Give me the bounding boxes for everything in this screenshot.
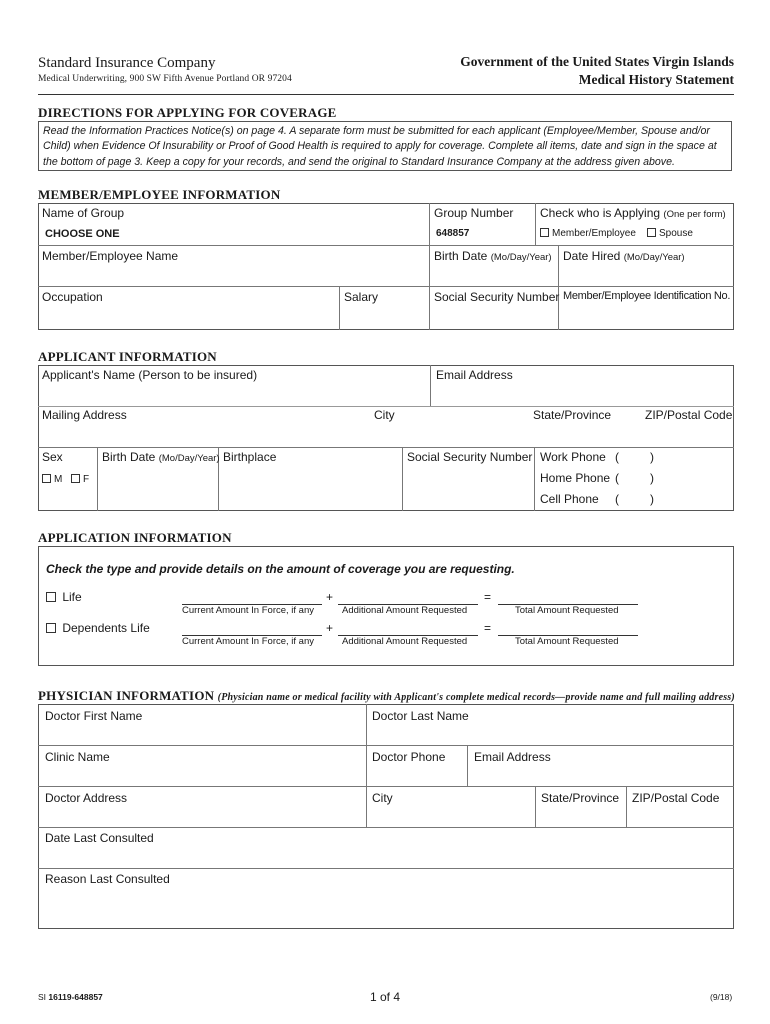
occupation-label: Occupation [42,290,103,304]
member-employee-checkbox[interactable] [540,228,549,237]
physician-info-box [38,704,734,929]
check-who-label: Check who is Applying (One per form) [540,206,726,220]
birthplace-label: Birthplace [223,450,277,464]
form-revision: (9/18) [710,992,733,1002]
government-title: Government of the United States Virgin Islands [460,54,734,69]
sex-male-option[interactable]: M [42,474,62,485]
group-number-label: Group Number [434,206,514,220]
applicant-zip-label: ZIP/Postal Code [645,408,733,422]
life-checkbox[interactable] [46,592,56,602]
work-phone-label: Work Phone [540,450,606,464]
doctor-address-label: Doctor Address [45,791,128,805]
directions-title: DIRECTIONS FOR APPLYING FOR COVERAGE [38,105,337,120]
doctor-state-label: State/Province [541,791,620,805]
applicant-ssn-label: Social Security Number [407,450,533,464]
doctor-city-label: City [372,791,393,805]
sex-male-checkbox[interactable] [42,474,51,483]
date-hired-label: Date Hired (Mo/Day/Year) [563,249,685,263]
date-last-consulted-label: Date Last Consulted [45,831,154,845]
member-section-title: MEMBER/EMPLOYEE INFORMATION [38,187,281,202]
header-divider [38,94,734,95]
member-ssn-label: Social Security Number [434,290,560,304]
physician-section-title: PHYSICIAN INFORMATION (Physician name or medical facility with Applicant's complete medical records—provide name and full mailing address) [38,688,735,703]
applicant-info-box [38,365,734,511]
coverage-instruction: Check the type and provide details on the amount of coverage you are requesting. [46,562,515,576]
document-title: Medical History Statement [578,72,734,87]
name-of-group-label: Name of Group [42,206,125,220]
doctor-phone-label: Doctor Phone [372,750,446,764]
applicant-section-title: APPLICANT INFORMATION [38,349,217,364]
applicant-state-label: State/Province [533,408,612,422]
member-info-box [38,203,734,330]
applicant-email-label: Email Address [436,368,513,382]
home-phone-label: Home Phone [540,471,611,485]
clinic-name-label: Clinic Name [45,750,110,764]
applicant-city-label: City [374,408,395,422]
salary-label: Salary [344,290,379,304]
group-number-value[interactable]: 648857 [436,228,470,239]
directions-text: Read the Information Practices Notice(s) on page 4. A separate form must be submitted for each applicant (Employee/Member, Spouse and/or Child) when Evidence Of Insurability or Proof of Good Health is required to apply for coverage. Complete all items, date and sign in the space at the bottom of page 3. Keep a copy for your records, and send the original to Standard Insurance Company at the address given above. [38,121,732,171]
applicant-birth-date-label: Birth Date (Mo/Day/Year) [102,450,220,464]
company-address: Medical Underwriting, 900 SW Fifth Avenue Portland OR 97204 [38,74,292,84]
name-of-group-value[interactable]: CHOOSE ONE [45,228,120,240]
member-birth-date-label: Birth Date (Mo/Day/Year) [434,249,552,263]
dependents-life-option[interactable]: Dependents Life [46,621,150,635]
application-section-title: APPLICATION INFORMATION [38,530,232,545]
spouse-checkbox[interactable] [647,228,656,237]
doctor-email-label: Email Address [474,750,551,764]
life-option[interactable]: Life [46,590,82,604]
sex-female-checkbox[interactable] [71,474,80,483]
spouse-option[interactable]: Spouse [647,228,693,239]
applicant-name-label: Applicant's Name (Person to be insured) [42,368,258,382]
reason-last-consulted-label: Reason Last Consulted [45,872,170,886]
sex-female-option[interactable]: F [71,474,89,485]
member-id-label: Member/Employee Identification No. [563,290,731,302]
member-name-label: Member/Employee Name [42,249,179,263]
sex-label: Sex [42,450,63,464]
member-employee-option[interactable]: Member/Employee [540,228,636,239]
company-name: Standard Insurance Company [38,55,216,71]
doctor-last-name-label: Doctor Last Name [372,709,469,723]
mailing-address-label: Mailing Address [42,408,127,422]
cell-phone-label: Cell Phone [540,492,599,506]
page-number: 1 of 4 [370,990,401,1004]
doctor-first-name-label: Doctor First Name [45,709,143,723]
form-number: SI 16119-648857 [38,992,103,1002]
doctor-zip-label: ZIP/Postal Code [632,791,720,805]
dependents-life-checkbox[interactable] [46,623,56,633]
